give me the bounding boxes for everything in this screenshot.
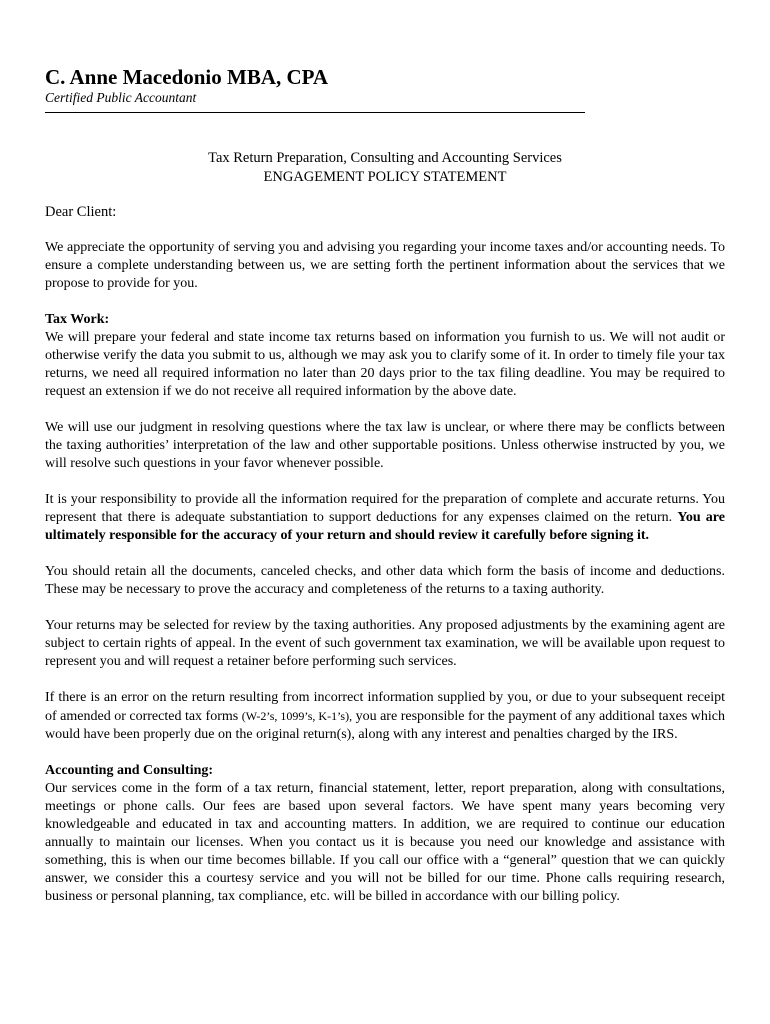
accounting-heading: Accounting and Consulting: (45, 763, 214, 778)
firm-name: C. Anne Macedonio MBA, CPA (45, 65, 329, 89)
firm-title: Certified Public Accountant (45, 90, 197, 105)
document-page (45, 64, 725, 906)
heading-line-1: Tax Return Preparation, Consulting and Accounting Services (208, 150, 562, 166)
tax-work-paragraph-3 (45, 491, 725, 545)
document-heading (45, 149, 725, 187)
tax-work-paragraph-1: We will prepare your federal and state income tax returns based on information you furnish to us. We will not audit or otherwise verify the data you submit to us, although we may ask you to clarify some of it. In order to timely file your tax returns, we need all required information no later than 20 days prior to the tax filing deadline. You may be required to request an extension if we do not receive all required information by the above date. (45, 330, 725, 399)
tax-work-heading: Tax Work: (45, 312, 110, 327)
error-text-b: you are responsible for the payment of any additional taxes which would have been properly due on the original return(s), along with any interest and penalties charged by the IRS. (45, 709, 725, 742)
intro-paragraph: We appreciate the opportunity of serving you and advising you regarding your income taxes and/or accounting needs. To ensure a complete understanding between us, we are setting forth the pertinent information about the services that we propose to provide for you. (45, 240, 725, 291)
heading-line-2: ENGAGEMENT POLICY STATEMENT (263, 169, 507, 185)
tax-work-paragraph-6 (45, 689, 725, 744)
salutation: Dear Client: (45, 204, 117, 220)
responsibility-text: It is your responsibility to provide all the information required for the preparation of complete and accurate returns. You represent that there is adequate substantiation to support deductions for any expenses claimed on the return. (45, 492, 725, 525)
header-rule (45, 112, 585, 113)
responsibility-warning: You are ultimately responsible for the accuracy of your return and should review it carefully before signing it. (45, 510, 725, 543)
error-text-a: If there is an error on the return resulting from incorrect information supplied by you, or due to your subsequent receipt of amended or corrected tax forms (45, 690, 725, 724)
tax-work-paragraph-2: We will use our judgment in resolving questions where the tax law is unclear, or where there may be conflicts between the taxing authorities’ interpretation of the law and other supportable positions. Unless otherwise instructed by you, we will resolve such questions in your favor whenever possible. (45, 420, 725, 471)
tax-work-paragraph-5: Your returns may be selected for review by the taxing authorities. Any proposed adjustments by the examining agent are subject to certain rights of appeal. In the event of such government tax examination, we will be available upon request to represent you and will request a retainer before performing such services. (45, 618, 725, 669)
tax-work-paragraph-4: You should retain all the documents, canceled checks, and other data which form the basis of income and deductions. These may be necessary to prove the accuracy and completeness of the returns to a taxing authority. (45, 564, 725, 597)
accounting-paragraph-1: Our services come in the form of a tax return, financial statement, letter, report preparation, along with consultations, meetings or phone calls. Our fees are based upon several factors. We have spent many years becoming very knowledgeable and educated in tax and accounting matters. In addition, we are required to continue our education annually to maintain our licenses. When you contact us it is because you need our knowledge and assistance with something, this is when our time becomes billable. If you call our office with a “general” question that we can quickly answer, we consider this a courtesy service and you will not be billed for our time. Phone calls requiring research, business or personal planning, tax compliance, etc. will be billed in accordance with our billing policy. (45, 781, 725, 904)
tax-forms-list: (W-2’s, 1099’s, K-1’s), (241, 709, 353, 723)
